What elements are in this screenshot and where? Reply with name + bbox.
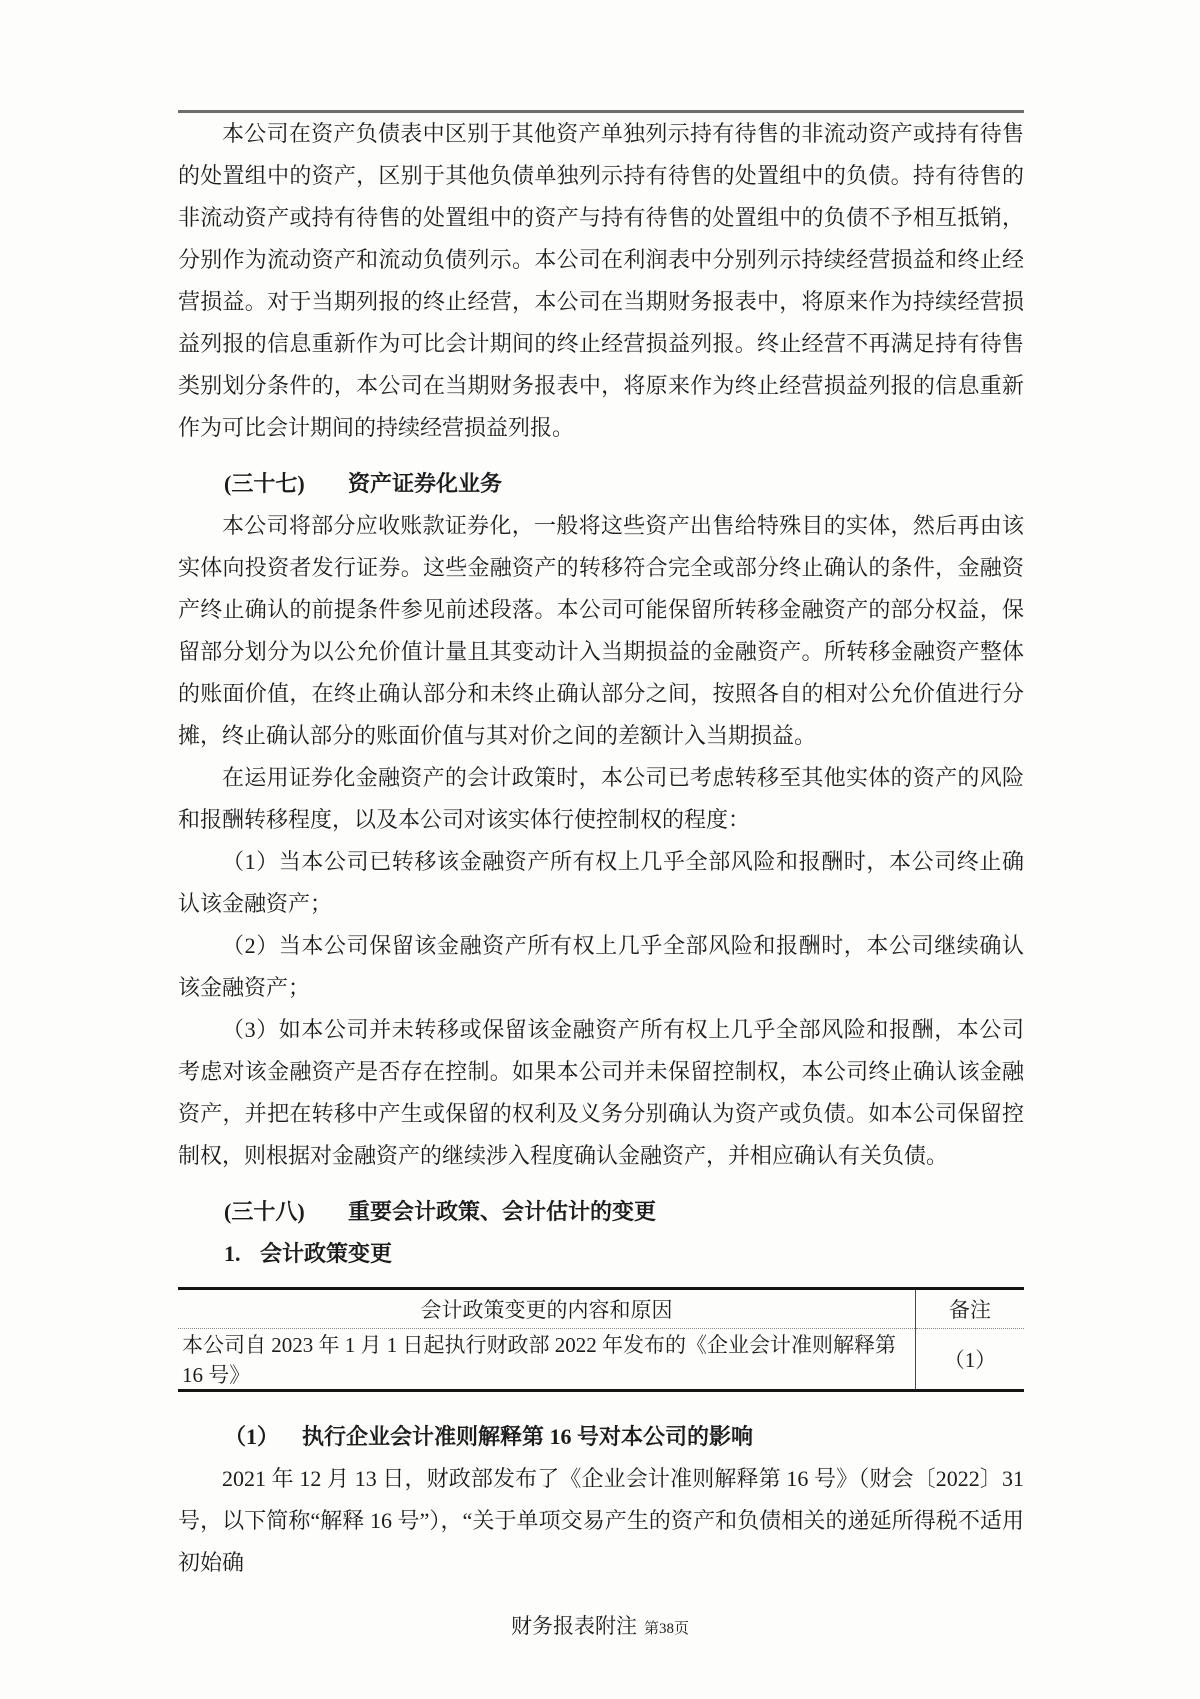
section-38-heading bbox=[178, 1191, 1024, 1233]
footer-title: 财务报表附注 bbox=[510, 1614, 637, 1638]
subsection-1-heading bbox=[178, 1233, 1024, 1275]
subsection-1-number: 1. bbox=[224, 1241, 241, 1266]
table-cell-remark: （1） bbox=[916, 1329, 1025, 1391]
table-header-remark: 备注 bbox=[916, 1289, 1025, 1329]
paragraph-securitization-1: 本公司将部分应收账款证券化，一般将这些资产出售给特殊目的实体，然后再由该实体向投资者发行证券。这些金融资产的转移符合完全或部分终止确认的条件，金融资产终止确认的前提条件参见前述段落。本公司可能保留所转移金融资产的部分权益，保留部分划分为以公允价值计量且其变动计入当期损益的金融资产。所转移金融资产整体的账面价值，在终止确认部分和未终止确认部分之间，按照各自的相对公允价值进行分摊，终止确认部分的账面价值与其对价之间的差额计入当期损益。 bbox=[178, 513, 1024, 748]
list-item-3: （3）如本公司并未转移或保留该金融资产所有权上几乎全部风险和报酬，本公司考虑对该金融资产是否存在控制。如果本公司并未保留控制权，本公司终止确认该金融资产，并把在转移中产生或保留的权利及义务分别确认为资产或负债。如本公司保留控制权，则根据对金融资产的继续涉入程度确认金融资产，并相应确认有关负债。 bbox=[178, 1017, 1024, 1168]
table-header-content-reason: 会计政策变更的内容和原因 bbox=[178, 1289, 916, 1329]
section-38-number: (三十八) bbox=[224, 1199, 305, 1224]
subsection-1-1-title: 执行企业会计准则解释第 16 号对本公司的影响 bbox=[302, 1424, 754, 1449]
paragraph-securitization-2: 在运用证券化金融资产的会计政策时，本公司已考虑转移至其他实体的资产的风险和报酬转移程度，以及本公司对该实体行使控制权的程度： bbox=[178, 765, 1024, 832]
subsection-1-1-number: （1） bbox=[224, 1424, 280, 1449]
table-cell-policy-change: 本公司自 2023 年 1 月 1 日起执行财政部 2022 年发布的《企业会计准则解释第 16 号》 bbox=[182, 1333, 896, 1387]
section-37-title: 资产证券化业务 bbox=[348, 471, 503, 496]
list-item-2: （2）当本公司保留该金融资产所有权上几乎全部风险和报酬时，本公司继续确认该金融资产； bbox=[178, 933, 1024, 1000]
footer-page-number: 第38页 bbox=[643, 1621, 689, 1637]
page-content bbox=[178, 0, 1024, 1584]
paragraph-interpretation-16: 2021 年 12 月 13 日，财政部发布了《企业会计准则解释第 16 号》（财会〔2022〕31 号，以下简称“解释 16 号”），“关于单项交易产生的资产和负债相关的递延所得税不适用初始确 bbox=[178, 1466, 1024, 1575]
list-item-1: （1）当本公司已转移该金融资产所有权上几乎全部风险和报酬时，本公司终止确认该金融资产； bbox=[178, 849, 1024, 916]
subsection-1-title: 会计政策变更 bbox=[260, 1241, 393, 1266]
table-header-row bbox=[178, 1289, 1024, 1329]
section-37-number: (三十七) bbox=[224, 471, 305, 496]
section-37-heading bbox=[178, 463, 1024, 505]
subsection-1-1-heading bbox=[178, 1416, 1024, 1458]
page-footer bbox=[0, 1610, 1200, 1640]
table-row bbox=[178, 1329, 1024, 1391]
policy-change-table bbox=[178, 1287, 1024, 1392]
section-38-title: 重要会计政策、会计估计的变更 bbox=[348, 1199, 657, 1224]
paragraph-held-for-sale: 本公司在资产负债表中区别于其他资产单独列示持有待售的非流动资产或持有待售的处置组中的资产，区别于其他负债单独列示持有待售的处置组中的负债。持有待售的非流动资产或持有待售的处置组中的资产与持有待售的处置组中的负债不予相互抵销，分别作为流动资产和流动负债列示。本公司在利润表中分别列示持续经营损益和终止经营损益。对于当期列报的终止经营，本公司在当期财务报表中，将原来作为持续经营损益列报的信息重新作为可比会计期间的终止经营损益列报。终止经营不再满足持有待售类别划分条件的，本公司在当期财务报表中，将原来作为终止经营损益列报的信息重新作为可比会计期间的持续经营损益列报。 bbox=[178, 121, 1024, 440]
